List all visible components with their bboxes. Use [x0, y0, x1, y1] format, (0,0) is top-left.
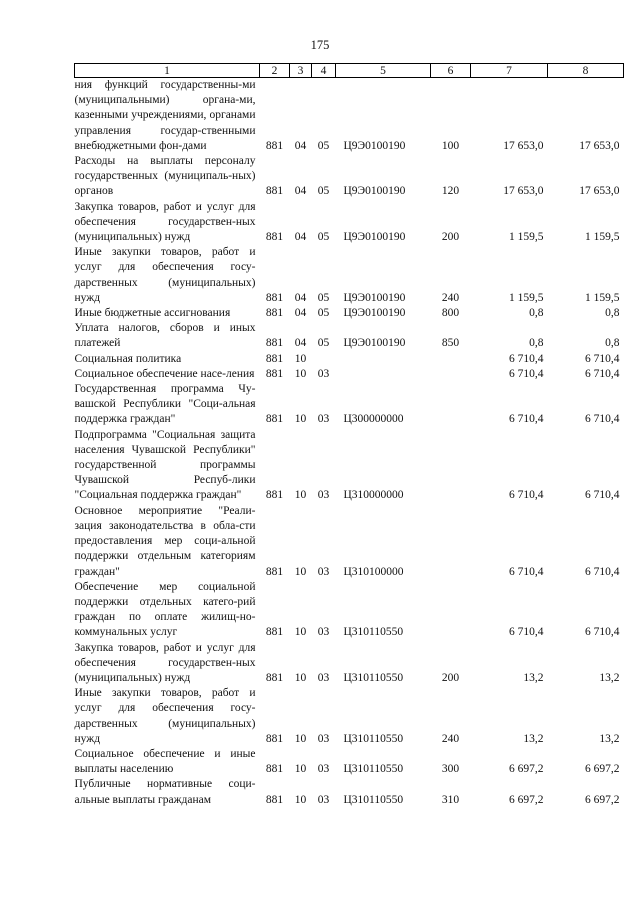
table-row	[75, 428, 624, 504]
subsection-code-cell: 03	[317, 565, 330, 578]
subsection-code-cell	[312, 352, 336, 367]
subsection-code-cell: 03	[317, 671, 330, 684]
section-code-cell: 04	[294, 307, 307, 320]
amount-year-1-cell: 6 710,4	[509, 367, 544, 380]
target-article-code-cell: Ц310000000	[343, 489, 404, 502]
expense-type-code-cell: 240	[441, 732, 460, 745]
column-header-4: 4	[312, 64, 336, 78]
item-name-cell: Социальное обеспечение и иные выплаты населению	[74, 747, 256, 776]
expense-type-code-cell: 200	[441, 231, 460, 244]
subsection-code-cell: 03	[317, 489, 330, 502]
item-name-cell: Иные закупки товаров, работ и услуг для обеспечения госу-дарственных (муниципальных) нужд	[74, 687, 256, 745]
table-row	[75, 200, 624, 246]
amount-year-1-cell: 17 653,0	[503, 185, 544, 198]
admin-code-cell: 881	[265, 626, 284, 639]
expense-type-code-cell: 200	[441, 671, 460, 684]
amount-year-2-cell: 6 710,4	[585, 565, 620, 578]
admin-code-cell: 881	[265, 732, 284, 745]
target-article-code-cell: Ц9Э0100190	[343, 307, 406, 320]
section-code-cell: 04	[294, 291, 307, 304]
admin-code-cell: 881	[265, 367, 284, 380]
item-name-cell: Социальное обеспечение насе-ления	[74, 367, 255, 380]
subsection-code-cell: 05	[317, 307, 330, 320]
amount-year-1-cell: 13,2	[523, 732, 544, 745]
item-name-cell: Закупка товаров, работ и услуг для обеспечения государствен-ных (муниципальных) нужд	[74, 641, 256, 684]
column-header-3: 3	[290, 64, 312, 78]
column-header-5: 5	[336, 64, 431, 78]
table-row	[75, 367, 624, 382]
target-article-code-cell: Ц310110550	[343, 763, 404, 776]
expense-type-code-cell	[431, 580, 471, 641]
target-article-code-cell	[336, 367, 431, 382]
target-article-code-cell: Ц9Э0100190	[343, 185, 406, 198]
column-header-8: 8	[548, 64, 624, 78]
table-row	[75, 747, 624, 777]
amount-year-1-cell: 0,8	[529, 337, 544, 350]
expense-type-code-cell: 300	[441, 763, 460, 776]
item-name-cell: Социальная политика	[74, 352, 182, 365]
amount-year-2-cell: 17 653,0	[579, 139, 620, 152]
admin-code-cell: 881	[265, 763, 284, 776]
item-name-cell: Публичные нормативные соци-альные выплаты гражданам	[74, 778, 256, 806]
page-number: 175	[310, 38, 330, 52]
target-article-code-cell: Ц9Э0100190	[343, 291, 406, 304]
table-body	[75, 78, 624, 808]
table-row	[75, 580, 624, 641]
expense-type-code-cell: 800	[441, 307, 460, 320]
table-row	[75, 777, 624, 807]
section-code-cell: 04	[294, 185, 307, 198]
admin-code-cell: 881	[265, 231, 284, 244]
section-code-cell: 10	[294, 732, 307, 745]
amount-year-1-cell: 17 653,0	[503, 139, 544, 152]
table-row	[75, 504, 624, 580]
admin-code-cell: 881	[265, 565, 284, 578]
budget-table	[74, 63, 624, 808]
amount-year-2-cell: 6 710,4	[585, 367, 620, 380]
item-name-cell: Обеспечение мер социальной поддержки отдельных катего-рий граждан по оплате жилищ-но-коммунальных услуг	[74, 580, 256, 639]
expense-type-code-cell	[431, 367, 471, 382]
column-header-6: 6	[431, 64, 471, 78]
admin-code-cell: 881	[265, 291, 284, 304]
amount-year-1-cell: 0,8	[529, 307, 544, 320]
amount-year-1-cell: 6 710,4	[509, 352, 544, 365]
expense-type-code-cell	[431, 352, 471, 367]
expense-type-code-cell	[431, 382, 471, 428]
target-article-code-cell: Ц9Э0100190	[343, 231, 406, 244]
target-article-code-cell: Ц310100000	[343, 565, 404, 578]
section-code-cell: 10	[294, 763, 307, 776]
amount-year-2-cell: 13,2	[599, 671, 620, 684]
item-name-cell: ния функций государственны-ми (муниципальными) органа-ми, казенными учреждениями, органами управления государ-ственными внебюджетными фон-дами	[74, 79, 256, 152]
amount-year-2-cell: 1 159,5	[585, 231, 620, 244]
subsection-code-cell: 05	[317, 337, 330, 350]
target-article-code-cell	[336, 352, 431, 367]
amount-year-1-cell: 6 710,4	[509, 489, 544, 502]
expense-type-code-cell: 850	[441, 337, 460, 350]
section-code-cell: 10	[294, 626, 307, 639]
admin-code-cell: 881	[265, 489, 284, 502]
admin-code-cell: 881	[265, 307, 284, 320]
admin-code-cell: 881	[265, 185, 284, 198]
section-code-cell: 04	[294, 139, 307, 152]
section-code-cell: 10	[294, 489, 307, 502]
table-row	[75, 641, 624, 687]
target-article-code-cell: Ц9Э0100190	[343, 139, 406, 152]
amount-year-2-cell: 6 697,2	[585, 793, 620, 806]
expense-type-code-cell: 240	[441, 291, 460, 304]
admin-code-cell: 881	[265, 413, 284, 426]
subsection-code-cell: 05	[317, 291, 330, 304]
section-code-cell: 10	[294, 367, 307, 380]
amount-year-1-cell: 6 710,4	[509, 626, 544, 639]
amount-year-2-cell: 0,8	[605, 307, 620, 320]
section-code-cell: 10	[294, 793, 307, 806]
column-header-2: 2	[260, 64, 290, 78]
target-article-code-cell: Ц310110550	[343, 671, 404, 684]
item-name-cell: Иные бюджетные ассигнования	[74, 307, 231, 320]
header-row	[75, 64, 624, 78]
item-name-cell: Расходы на выплаты персоналу государственных (муниципаль-ных) органов	[74, 155, 256, 198]
amount-year-2-cell: 13,2	[599, 732, 620, 745]
target-article-code-cell: Ц310110550	[343, 732, 404, 745]
amount-year-1-cell: 6 710,4	[509, 413, 544, 426]
section-code-cell: 10	[294, 565, 307, 578]
item-name-cell: Основное мероприятие "Реали-зация законодательства в обла-сти предоставления мер соци-альной поддержки отдельным категориям граждан"	[74, 504, 256, 578]
section-code-cell: 10	[294, 352, 307, 365]
target-article-code-cell: Ц9Э0100190	[343, 337, 406, 350]
subsection-code-cell: 03	[317, 413, 330, 426]
target-article-code-cell: Ц310110550	[343, 793, 404, 806]
subsection-code-cell: 03	[317, 367, 330, 380]
amount-year-2-cell: 17 653,0	[579, 185, 620, 198]
amount-year-1-cell: 13,2	[523, 671, 544, 684]
amount-year-1-cell: 1 159,5	[509, 231, 544, 244]
expense-type-code-cell	[431, 504, 471, 580]
item-name-cell: Подпрограмма "Социальная защита населения Чувашской Республики" государственной программы Чувашской Респуб-лики "Социальная поддержка граждан"	[74, 428, 256, 502]
subsection-code-cell: 03	[317, 763, 330, 776]
amount-year-2-cell: 6 710,4	[585, 413, 620, 426]
subsection-code-cell: 05	[317, 185, 330, 198]
amount-year-1-cell: 1 159,5	[509, 291, 544, 304]
subsection-code-cell: 03	[317, 732, 330, 745]
amount-year-1-cell: 6 697,2	[509, 793, 544, 806]
admin-code-cell: 881	[265, 139, 284, 152]
subsection-code-cell: 05	[317, 139, 330, 152]
table-row	[75, 321, 624, 351]
subsection-code-cell: 03	[317, 793, 330, 806]
expense-type-code-cell: 100	[441, 139, 460, 152]
column-header-1: 1	[75, 64, 260, 78]
admin-code-cell: 881	[265, 337, 284, 350]
amount-year-2-cell: 6 710,4	[585, 352, 620, 365]
table-row	[75, 352, 624, 367]
section-code-cell: 04	[294, 337, 307, 350]
table-row	[75, 306, 624, 321]
item-name-cell: Уплата налогов, сборов и иных платежей	[74, 322, 256, 350]
target-article-code-cell: Ц300000000	[343, 413, 404, 426]
subsection-code-cell: 05	[317, 231, 330, 244]
expense-type-code-cell: 310	[441, 793, 460, 806]
column-header-7: 7	[471, 64, 548, 78]
subsection-code-cell: 03	[317, 626, 330, 639]
amount-year-2-cell: 6 710,4	[585, 626, 620, 639]
section-code-cell: 04	[294, 231, 307, 244]
section-code-cell: 10	[294, 671, 307, 684]
amount-year-1-cell: 6 710,4	[509, 565, 544, 578]
amount-year-2-cell: 6 710,4	[585, 489, 620, 502]
item-name-cell: Государственная программа Чу-вашской Республики "Соци-альная поддержка граждан"	[74, 383, 256, 426]
amount-year-2-cell: 0,8	[605, 337, 620, 350]
item-name-cell: Закупка товаров, работ и услуг для обеспечения государствен-ных (муниципальных) нужд	[74, 200, 256, 244]
admin-code-cell: 881	[265, 352, 284, 365]
section-code-cell: 10	[294, 413, 307, 426]
expense-type-code-cell: 120	[441, 185, 460, 198]
amount-year-2-cell: 6 697,2	[585, 763, 620, 776]
table-row	[75, 154, 624, 200]
amount-year-1-cell: 6 697,2	[509, 763, 544, 776]
admin-code-cell: 881	[265, 793, 284, 806]
table-row	[75, 245, 624, 306]
item-name-cell: Иные закупки товаров, работ и услуг для обеспечения госу-дарственных (муниципальных) нужд	[74, 246, 256, 304]
amount-year-2-cell: 1 159,5	[585, 291, 620, 304]
table-row	[75, 686, 624, 747]
expense-type-code-cell	[431, 428, 471, 504]
table-row	[75, 382, 624, 428]
admin-code-cell: 881	[265, 671, 284, 684]
target-article-code-cell: Ц310110550	[343, 626, 404, 639]
table-row	[75, 78, 624, 155]
